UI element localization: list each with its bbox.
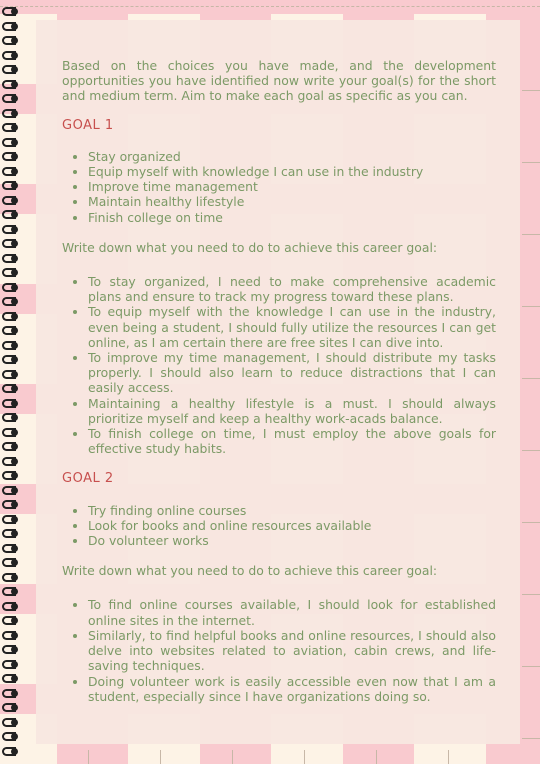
list-item: • Finish college on time	[88, 210, 496, 225]
spiral-ring	[2, 412, 22, 423]
spiral-ring	[2, 180, 22, 191]
spiral-ring	[2, 166, 22, 177]
spiral-ring	[2, 296, 22, 307]
spiral-ring	[2, 528, 22, 539]
list-item: • Stay organized	[88, 149, 496, 164]
list-item: • To stay organized, I need to make comprehensive academic plans and ensure to track my progress toward these plans.	[88, 274, 496, 304]
spiral-ring	[2, 456, 22, 467]
spiral-ring	[2, 122, 22, 133]
list-item: • To equip myself with the knowledge I can use in the industry, even being a student, I should fully utilize the resources I can get online, as I am certain there are free sites I can dive into.	[88, 304, 496, 350]
list-item: • Look for books and online resources available	[88, 518, 496, 533]
spiral-ring	[2, 6, 22, 17]
spiral-ring	[2, 746, 22, 757]
spiral-ring	[2, 93, 22, 104]
spiral-ring	[2, 151, 22, 162]
list-item: • Improve time management	[88, 179, 496, 194]
spiral-ring	[2, 499, 22, 510]
spiral-ring	[2, 224, 22, 235]
spiral-ring	[2, 108, 22, 119]
spiral-ring	[2, 572, 22, 583]
spiral-ring	[2, 673, 22, 684]
spiral-ring	[2, 21, 22, 32]
spiral-ring	[2, 50, 22, 61]
list-item: • To improve my time management, I should distribute my tasks properly. I should also learn to reduce distractions that I can easily access.	[88, 350, 496, 396]
spiral-ring	[2, 514, 22, 525]
bottom-tick-marks	[30, 750, 520, 764]
intro-paragraph: Based on the choices you have made, and the development opportunities you have identified now write your goal(s) for the short and medium term. Aim to make each goal as specific as you can.	[62, 58, 496, 104]
list-item: • Maintain healthy lifestyle	[88, 194, 496, 209]
spiral-ring	[2, 557, 22, 568]
spiral-ring	[2, 615, 22, 626]
spiral-ring	[2, 79, 22, 90]
goal-2-actions	[62, 597, 496, 703]
list-item: • To find online courses available, I should look for established online sites in the internet.	[88, 597, 496, 627]
list-item: • Similarly, to find helpful books and online resources, I should also delve into websites related to aviation, cabin crews, and life-saving techniques.	[88, 628, 496, 674]
spiral-ring	[2, 282, 22, 293]
goal-2-title: GOAL 2	[62, 471, 114, 487]
spiral-ring	[2, 325, 22, 336]
spiral-ring	[2, 688, 22, 699]
list-item: • Equip myself with knowledge I can use in the industry	[88, 164, 496, 179]
spiral-ring	[2, 731, 22, 742]
goal-1-title: GOAL 1	[62, 117, 114, 133]
spiral-ring	[2, 340, 22, 351]
spiral-ring	[2, 369, 22, 380]
spiral-ring	[2, 630, 22, 641]
spiral-ring	[2, 238, 22, 249]
spiral-ring	[2, 644, 22, 655]
list-item: • Maintaining a healthy lifestyle is a must. I should always prioritize myself and keep a healthy work-acads balance.	[88, 396, 496, 426]
top-dashed-line	[0, 6, 540, 7]
spiral-ring	[2, 659, 22, 670]
list-item: • To finish college on time, I must employ the above goals for effective study habits.	[88, 426, 496, 456]
list-item: • Do volunteer works	[88, 533, 496, 548]
spiral-ring	[2, 427, 22, 438]
spiral-ring	[2, 441, 22, 452]
goal-2-list	[62, 503, 496, 549]
goal-2-prompt: Write down what you need to do to achieve this career goal:	[62, 563, 438, 579]
spiral-ring	[2, 485, 22, 496]
spiral-ring	[2, 586, 22, 597]
spiral-ring	[2, 137, 22, 148]
spiral-ring	[2, 717, 22, 728]
goal-1-actions	[62, 274, 496, 456]
spiral-ring	[2, 64, 22, 75]
goal-1-prompt: Write down what you need to do to achieve this career goal:	[62, 239, 438, 255]
spiral-ring	[2, 398, 22, 409]
list-item: • Try finding online courses	[88, 503, 496, 518]
spiral-ring	[2, 209, 22, 220]
list-item: • Doing volunteer work is easily accessible even now that I am a student, especially since I have organizations doing so.	[88, 674, 496, 704]
spiral-ring	[2, 253, 22, 264]
spiral-ring	[2, 601, 22, 612]
goal-1-list	[62, 149, 496, 225]
spiral-ring	[2, 543, 22, 554]
spiral-ring	[2, 383, 22, 394]
spiral-ring	[2, 702, 22, 713]
spiral-binding	[0, 6, 22, 764]
spiral-ring	[2, 267, 22, 278]
spiral-ring	[2, 470, 22, 481]
right-dashed-marks	[522, 20, 540, 750]
goals-content	[62, 58, 496, 719]
spiral-ring	[2, 354, 22, 365]
spiral-ring	[2, 35, 22, 46]
spiral-ring	[2, 195, 22, 206]
spiral-ring	[2, 311, 22, 322]
